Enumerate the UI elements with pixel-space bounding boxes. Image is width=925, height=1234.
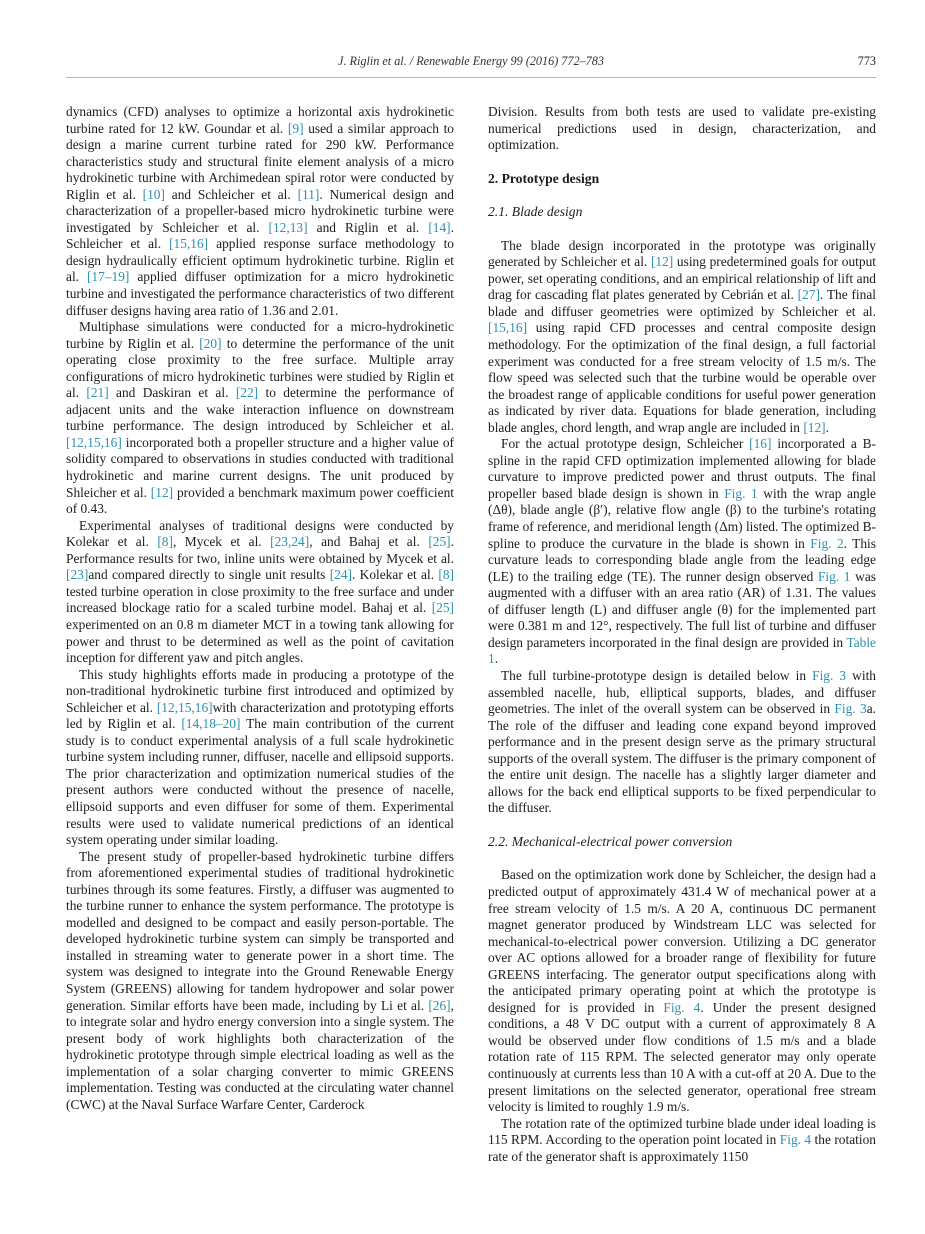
citation-link[interactable]: [15,16]	[488, 320, 528, 336]
citation-link[interactable]: Fig. 1	[817, 568, 851, 584]
citation-link[interactable]: [9]	[287, 120, 304, 136]
citation-link[interactable]: [8]	[157, 534, 173, 550]
running-title: J. Riglin et al. / Renewable Energy 99 (2016) 772–783	[338, 54, 604, 68]
paragraph: The present study of propeller-based hydrokinetic turbine differs from aforementioned experimental studies of traditional hydrokinetic turbines through its some features. Firstly, a diffuser was augmented to the turbine runner to enhance the system performance. The prototype is modelled and designed to be compact and easily person-portable. The developed hydrokinetic turbine system can simply be transported and installed in streaming water to generate power in a short time. The system was designed to integrate into the Ground Renewable Energy System (GREENS) allowing for tandem hydropower and solar power generation. Similar efforts have been made, including by Li et al. [26], to integrate solar and hydro energy conversion into a single system. The present body of work highlights both characterization of the hydrokinetic prototype through simple electrical loading as well as the implementation of a solar charging converter to mimic GREENS implementation. Testing was conducted at the circulating water channel (CWC) at the Naval Surface Warfare Center, Carderock	[66, 848, 454, 1112]
citation-link[interactable]: [23]	[66, 567, 89, 583]
citation-link[interactable]: [8]	[438, 567, 455, 583]
paragraph: This study highlights efforts made in producing a prototype of the non-traditional hydrokinetic turbine first introduced and optimized by Schleicher et al. [12,15,16]with characterization and prototyping efforts led by Riglin et al. [14,18–20] The main contribution of the current study is to conduct experimental analysis of a full scale hydrokinetic turbine system including runner, diffuser, nacelle and ellipsoid supports. The prior characterization and optimization numerical studies of the present authors were conducted without the presence of nacelle, ellipsoid supports and even diffuser for some of them. Experimental results were used to validate numerical predictions of an identical system operating under similar loading.	[66, 666, 454, 848]
paragraph: Division. Results from both tests are used to validate pre-existing numerical predictions used in design, characterization, and optimization.	[488, 104, 876, 153]
citation-link[interactable]: [25]	[428, 534, 451, 550]
citation-link[interactable]: [27]	[797, 287, 820, 303]
citation-link[interactable]: Fig. 3	[834, 701, 867, 717]
citation-link[interactable]: [26]	[428, 997, 451, 1013]
citation-link[interactable]: Fig. 1	[724, 485, 758, 501]
paragraph: For the actual prototype design, Schleicher [16] incorporated a B-spline in the rapid CFD optimization implemented allowing for blade curvature to improve predicted power and thrust outputs. The final propeller based blade design is shown in Fig. 1 with the wrap angle (Δθ), blade angle (β′), relative flow angle (β) to the turbine's rotating frame of reference, and meridional length (Δm) listed. The optimized B-spline to produce the curvature in the blade is shown in Fig. 2. This curvature leads to corresponding blade angle from the leading edge (LE) to the trailing edge (TE). The runner design observed Fig. 1 was augmented with a diffuser with an area ratio (AR) of 1.31. The values of diffuser length (L) and diffuser angle (θ) for the implemented part were 0.381 m and 12°, respectively. The full list of turbine and diffuser design parameters incorporated in the final design are provided in Table 1.	[488, 436, 877, 667]
citation-link[interactable]: [12]	[803, 419, 826, 435]
citation-link[interactable]: [25]	[431, 600, 454, 616]
section-heading: 2. Prototype design	[488, 170, 600, 186]
subsection-heading: 2.1. Blade design	[488, 204, 583, 220]
citation-link[interactable]: Fig. 3	[812, 667, 847, 683]
citation-link[interactable]: [17–19]	[86, 269, 130, 285]
citation-link[interactable]: [23,24]	[270, 534, 310, 550]
citation-link[interactable]: [22]	[235, 385, 259, 401]
page-number: 773	[857, 54, 876, 68]
paragraph: The rotation rate of the optimized turbine blade under ideal loading is 115 RPM. According to the operation point located in Fig. 4 the rotation rate of the generator shaft is approximately 1150	[488, 1115, 876, 1164]
paragraph: Experimental analyses of traditional designs were conducted by Kolekar et al. [8], Mycek et al. [23,24], and Bahaj et al. [25]. Performance results for two, inline units were obtained by Mycek et al. [23]and compared directly to single unit results [24]. Kolekar et al. [8] tested turbine operation in close proximity to the free surface and under increased blockage ratio for a scaled turbine model. Bahaj et al. [25] experimented on an 0.8 m diameter MCT in a towing tank allowing for power and thrust to be determined as well as the point of cavitation inception for different yaw and pitch angles.	[66, 517, 455, 666]
citation-link[interactable]: Fig. 2	[810, 535, 844, 551]
citation-link[interactable]: [15,16]	[169, 236, 209, 252]
citation-link[interactable]: Table 1	[488, 634, 876, 667]
citation-link[interactable]: [12,15,16]	[156, 699, 213, 715]
paragraph: dynamics (CFD) analyses to optimize a horizontal axis hydrokinetic turbine rated for 12 kW. Goundar et al. [9] used a similar approach to design a marine current turbine rated for 290 kW. Performance characteristics study and structural finite element analysis of a micro hydrokinetic turbine with Archimedean spiral rotor were conducted by Riglin et al. [10] and Schleicher et al. [11]. Numerical design and characterization of a propeller-based micro hydrokinetic turbine were investigated by Schleicher et al. [12,13] and Riglin et al. [14]. Schleicher et al. [15,16] applied response surface methodology to design hydraulically efficient optimum hydrokinetic turbine. Riglin et al. [17–19] applied diffuser optimization for a micro hydrokinetic turbine and investigated the performance characteristics of two different diffuser designs having area ratio of 1.36 and 2.01.	[66, 104, 455, 318]
subsection-heading: 2.2. Mechanical-electrical power conversion	[488, 833, 733, 849]
citation-link[interactable]: [14,18–20]	[181, 716, 241, 732]
citation-link[interactable]: [20]	[199, 335, 222, 351]
paragraph: Multiphase simulations were conducted for a micro-hydrokinetic turbine by Riglin et al. [20] to determine the performance of the unit operating close proximity to the free surface. Multiple array configurations of micro hydrokinetic turbines were studied by Riglin et al. [21] and Daskiran et al. [22] to determine the performance of adjacent units and the wake interaction influence on downstream turbine performance. The design introduced by Schleicher et al. [12,15,16] incorporated both a propeller structure and a higher value of solidity compared to observations in studies conducted with traditional hydrokinetic and marine current designs. The unit produced by Shleicher et al. [12] provided a benchmark maximum power coefficient of 0.43.	[66, 319, 455, 517]
citation-link[interactable]: [11]	[297, 186, 320, 202]
two-column-body	[66, 104, 876, 1165]
citation-link[interactable]: [14]	[428, 219, 451, 235]
right-column	[488, 104, 876, 1165]
left-column	[66, 104, 454, 1165]
citation-link[interactable]: [12,15,16]	[66, 434, 122, 450]
paragraph: Based on the optimization work done by Schleicher, the design had a predicted output of approximately 431.4 W of mechanical power at a free stream velocity of 1.5 m/s. A 20 A, continuous DC permanent magnet generator produced by Windstream LLC was selected for mechanical-to-electrical power conversion. Utilizing a DC generator over AC options allowed for a broader range of flexibility for future GREENS interfacing. The generator output specifications along with the anticipated primary operating point at which the prototype is designed for is provided in Fig. 4. Under the present designed conditions, a 48 V DC output with a current of approximately 8 A would be observed under flow conditions of 1.5 m/s and a blade rotation rate of 115 RPM. The selected generator may only operate continuously at currents less than 10 A with a cut-off at 20 A. Due to the present limitations on the selected generator, operational free stream velocity is limited to roughly 1.9 m/s.	[488, 867, 876, 1115]
citation-link[interactable]: [24]	[329, 567, 352, 583]
citation-link[interactable]: [12]	[650, 254, 674, 270]
citation-link[interactable]: Fig. 4	[779, 1132, 812, 1148]
citation-link[interactable]: [12]	[150, 484, 174, 500]
citation-link[interactable]: Fig. 4	[663, 999, 701, 1015]
page-header	[66, 54, 876, 78]
citation-link[interactable]: [10]	[142, 186, 165, 202]
citation-link[interactable]: [16]	[749, 436, 772, 452]
paragraph: The full turbine-prototype design is detailed below in Fig. 3 with assembled nacelle, hub, elliptical supports, blades, and diffuser geometries. The inlet of the overall system can be observed in Fig. 3a. The role of the diffuser and leading cone expand beyond improved performance and in the present design serve as the primary structural supports of the overall system. The diffuser is the primary component of the entire unit design. The nacelle has a slightly larger diameter and allows for the back end elliptical supports to be fixed perpendicular to the diffuser.	[488, 667, 876, 816]
citation-link[interactable]: [12,13]	[268, 219, 308, 235]
paragraph: The blade design incorporated in the prototype was originally generated by Schleicher et al. [12] using predetermined goals for output power, set operating conditions, and an empirical relationship of lift and drag for cascading flat plates generated by Cebrián et al. [27]. The final blade and diffuser geometries were optimized by Schleicher et al. [15,16] using rapid CFD processes and central composite design methodology. For the optimization of the final design, a full factorial experiment was conducted for a free stream velocity of 1.5 m/s. The flow speed was selected such that the turbine would be operable over the broadest range of applicable conditions for useful power generation as indicated by river data. Equations for blade generation, including blade angles, chord length, and wrap angle are included in [12].	[488, 237, 877, 435]
citation-link[interactable]: [21]	[86, 385, 109, 401]
